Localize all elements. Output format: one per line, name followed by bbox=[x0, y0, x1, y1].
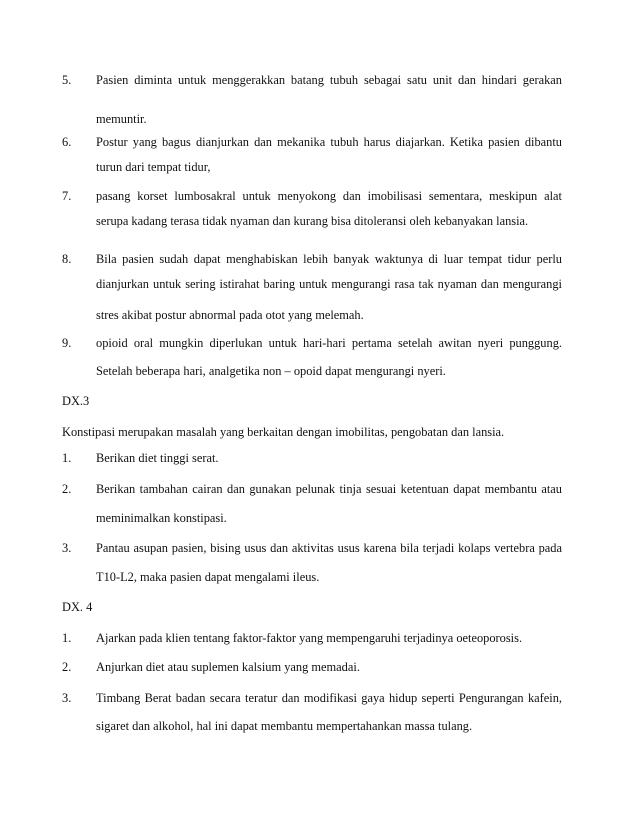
list-item-line: opioid oral mungkin diperlukan untuk hari-hari pertama setelah awitan nyeri punggung. bbox=[96, 336, 562, 350]
list-item-line: turun dari tempat tidur, bbox=[96, 160, 211, 174]
list-number: 2. bbox=[62, 660, 72, 674]
list-number: 2. bbox=[62, 482, 72, 496]
list-number: 3. bbox=[62, 691, 72, 705]
list-item-line: Timbang Berat badan secara teratur dan modifikasi gaya hidup seperti Pengurangan kafein, bbox=[96, 691, 562, 705]
list-number: 6. bbox=[62, 135, 72, 149]
list-number: 1. bbox=[62, 451, 72, 465]
list-item-line: Setelah beberapa hari, analgetika non – opoid dapat mengurangi nyeri. bbox=[96, 364, 446, 378]
list-item-line: serupa kadang terasa tidak nyaman dan kurang bisa ditoleransi oleh kebanyakan lansia. bbox=[96, 214, 529, 228]
list-number: 3. bbox=[62, 541, 72, 555]
list-item-line: Berikan tambahan cairan dan gunakan pelunak tinja sesuai ketentuan dapat membantu atau bbox=[96, 482, 562, 496]
list-item-line: Postur yang bagus dianjurkan dan mekanika tubuh harus diajarkan. Ketika pasien dibantu bbox=[96, 135, 562, 149]
section-intro: Konstipasi merupakan masalah yang berkaitan dengan imobilitas, pengobatan dan lansia. bbox=[62, 425, 505, 439]
section-heading: DX. 4 bbox=[62, 600, 93, 614]
list-item-line: sigaret dan alkohol, hal ini dapat membantu mempertahankan massa tulang. bbox=[96, 719, 473, 733]
list-number: 1. bbox=[62, 631, 72, 645]
section-heading: DX.3 bbox=[62, 394, 90, 408]
list-item-line: Bila pasien sudah dapat menghabiskan lebih banyak waktunya di luar tempat tidur perlu bbox=[96, 252, 562, 266]
list-item-line: Ajarkan pada klien tentang faktor-faktor yang mempengaruhi terjadinya oeteoporosis. bbox=[96, 631, 523, 645]
list-item-line: stres akibat postur abnormal pada otot yang melemah. bbox=[96, 308, 364, 322]
list-item-line: pasang korset lumbosakral untuk menyokong dan imobilisasi sementara, meskipun alat bbox=[96, 189, 562, 203]
list-item-line: Anjurkan diet atau suplemen kalsium yang memadai. bbox=[96, 660, 360, 674]
list-item-line: T10-L2, maka pasien dapat mengalami ileus. bbox=[96, 570, 320, 584]
list-item-line: memuntir. bbox=[96, 112, 147, 126]
list-item-line: Berikan diet tinggi serat. bbox=[96, 451, 219, 465]
list-number: 7. bbox=[62, 189, 72, 203]
list-item-line: Pasien diminta untuk menggerakkan batang tubuh sebagai satu unit dan hindari gerakan bbox=[96, 73, 562, 87]
list-item-line: dianjurkan untuk sering istirahat baring untuk mengurangi rasa tak nyaman dan mengurangi bbox=[96, 277, 562, 291]
list-number: 8. bbox=[62, 252, 72, 266]
list-item-line: meminimalkan konstipasi. bbox=[96, 511, 227, 525]
list-number: 5. bbox=[62, 73, 72, 87]
list-item-line: Pantau asupan pasien, bising usus dan aktivitas usus karena bila terjadi kolaps vertebra pada bbox=[96, 541, 562, 555]
list-number: 9. bbox=[62, 336, 72, 350]
